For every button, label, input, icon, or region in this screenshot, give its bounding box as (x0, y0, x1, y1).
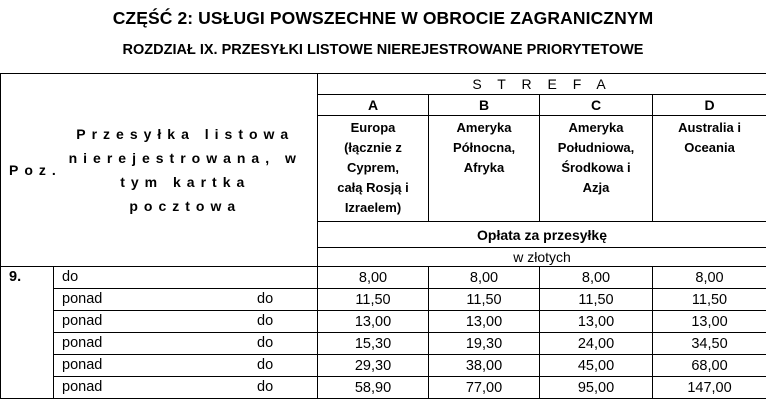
poz-header: Poz. (1, 74, 54, 267)
table-row (1, 289, 766, 311)
price-zone-a: 8,00 (318, 267, 429, 289)
zone-letter-a: A (318, 95, 429, 116)
fee-header: Opłata za przesyłkę (318, 222, 766, 248)
range-label-from: ponad (62, 379, 103, 395)
range-label-to: do (257, 335, 274, 351)
range-label-to: do (257, 379, 274, 395)
weight-range (54, 311, 318, 333)
price-zone-b: 77,00 (429, 377, 540, 399)
price-zone-b: 8,00 (429, 267, 540, 289)
range-label-from: ponad (62, 335, 103, 351)
price-zone-b: 13,00 (429, 311, 540, 333)
weight-range (54, 333, 318, 355)
tariff-table (0, 73, 766, 399)
weight-range (54, 289, 318, 311)
price-zone-a: 29,30 (318, 355, 429, 377)
price-zone-d: 147,00 (653, 377, 766, 399)
price-zone-b: 38,00 (429, 355, 540, 377)
price-zone-a: 15,30 (318, 333, 429, 355)
price-zone-b: 19,30 (429, 333, 540, 355)
price-zone-c: 45,00 (540, 355, 653, 377)
zone-letter-c: C (540, 95, 653, 116)
zone-region-a: Europa (łącznie z Cyprem, całą Rosją i Izraelem) (318, 116, 429, 222)
zone-region-d: Australia i Oceania (653, 116, 766, 222)
range-label-from: ponad (62, 313, 103, 329)
price-zone-a: 11,50 (318, 289, 429, 311)
price-zone-c: 11,50 (540, 289, 653, 311)
range-label-to: do (257, 313, 274, 329)
page-title: CZĘŚĆ 2: USŁUGI POWSZECHNE W OBROCIE ZAGRANICZNYM (112, 8, 654, 28)
strefa-header: S T R E F A (318, 74, 766, 95)
price-zone-c: 24,00 (540, 333, 653, 355)
unit-label: w złotych (318, 248, 766, 267)
price-zone-d: 68,00 (653, 355, 766, 377)
table-row (1, 377, 766, 399)
table-row (1, 355, 766, 377)
description-header: Przesyłka listowa nierejestrowana, w tym kartka pocztowa (54, 74, 318, 267)
zone-letter-d: D (653, 95, 766, 116)
position-number: 9. (1, 267, 54, 399)
price-zone-c: 95,00 (540, 377, 653, 399)
zone-letter-b: B (429, 95, 540, 116)
table-row (1, 267, 766, 289)
price-zone-a: 58,90 (318, 377, 429, 399)
price-zone-d: 11,50 (653, 289, 766, 311)
price-zone-d: 34,50 (653, 333, 766, 355)
zone-region-b: Ameryka Północna, Afryka (429, 116, 540, 222)
price-zone-a: 13,00 (318, 311, 429, 333)
range-label-to: do (257, 357, 274, 373)
chapter-subtitle: ROZDZIAŁ IX. PRZESYŁKI LISTOWE NIEREJESTROWANE PRIORYTETOWE (122, 42, 644, 58)
price-zone-c: 13,00 (540, 311, 653, 333)
table-row (1, 311, 766, 333)
range-label-to: do (257, 291, 274, 307)
weight-range (54, 377, 318, 399)
price-zone-d: 8,00 (653, 267, 766, 289)
table-row (1, 333, 766, 355)
range-label-from: ponad (62, 291, 103, 307)
weight-range (54, 355, 318, 377)
price-zone-b: 11,50 (429, 289, 540, 311)
range-label-from: ponad (62, 357, 103, 373)
range-label-from: do (62, 269, 79, 285)
zone-region-c: Ameryka Południowa, Środkowa i Azja (540, 116, 653, 222)
price-zone-d: 13,00 (653, 311, 766, 333)
price-zone-c: 8,00 (540, 267, 653, 289)
weight-range (54, 267, 318, 289)
